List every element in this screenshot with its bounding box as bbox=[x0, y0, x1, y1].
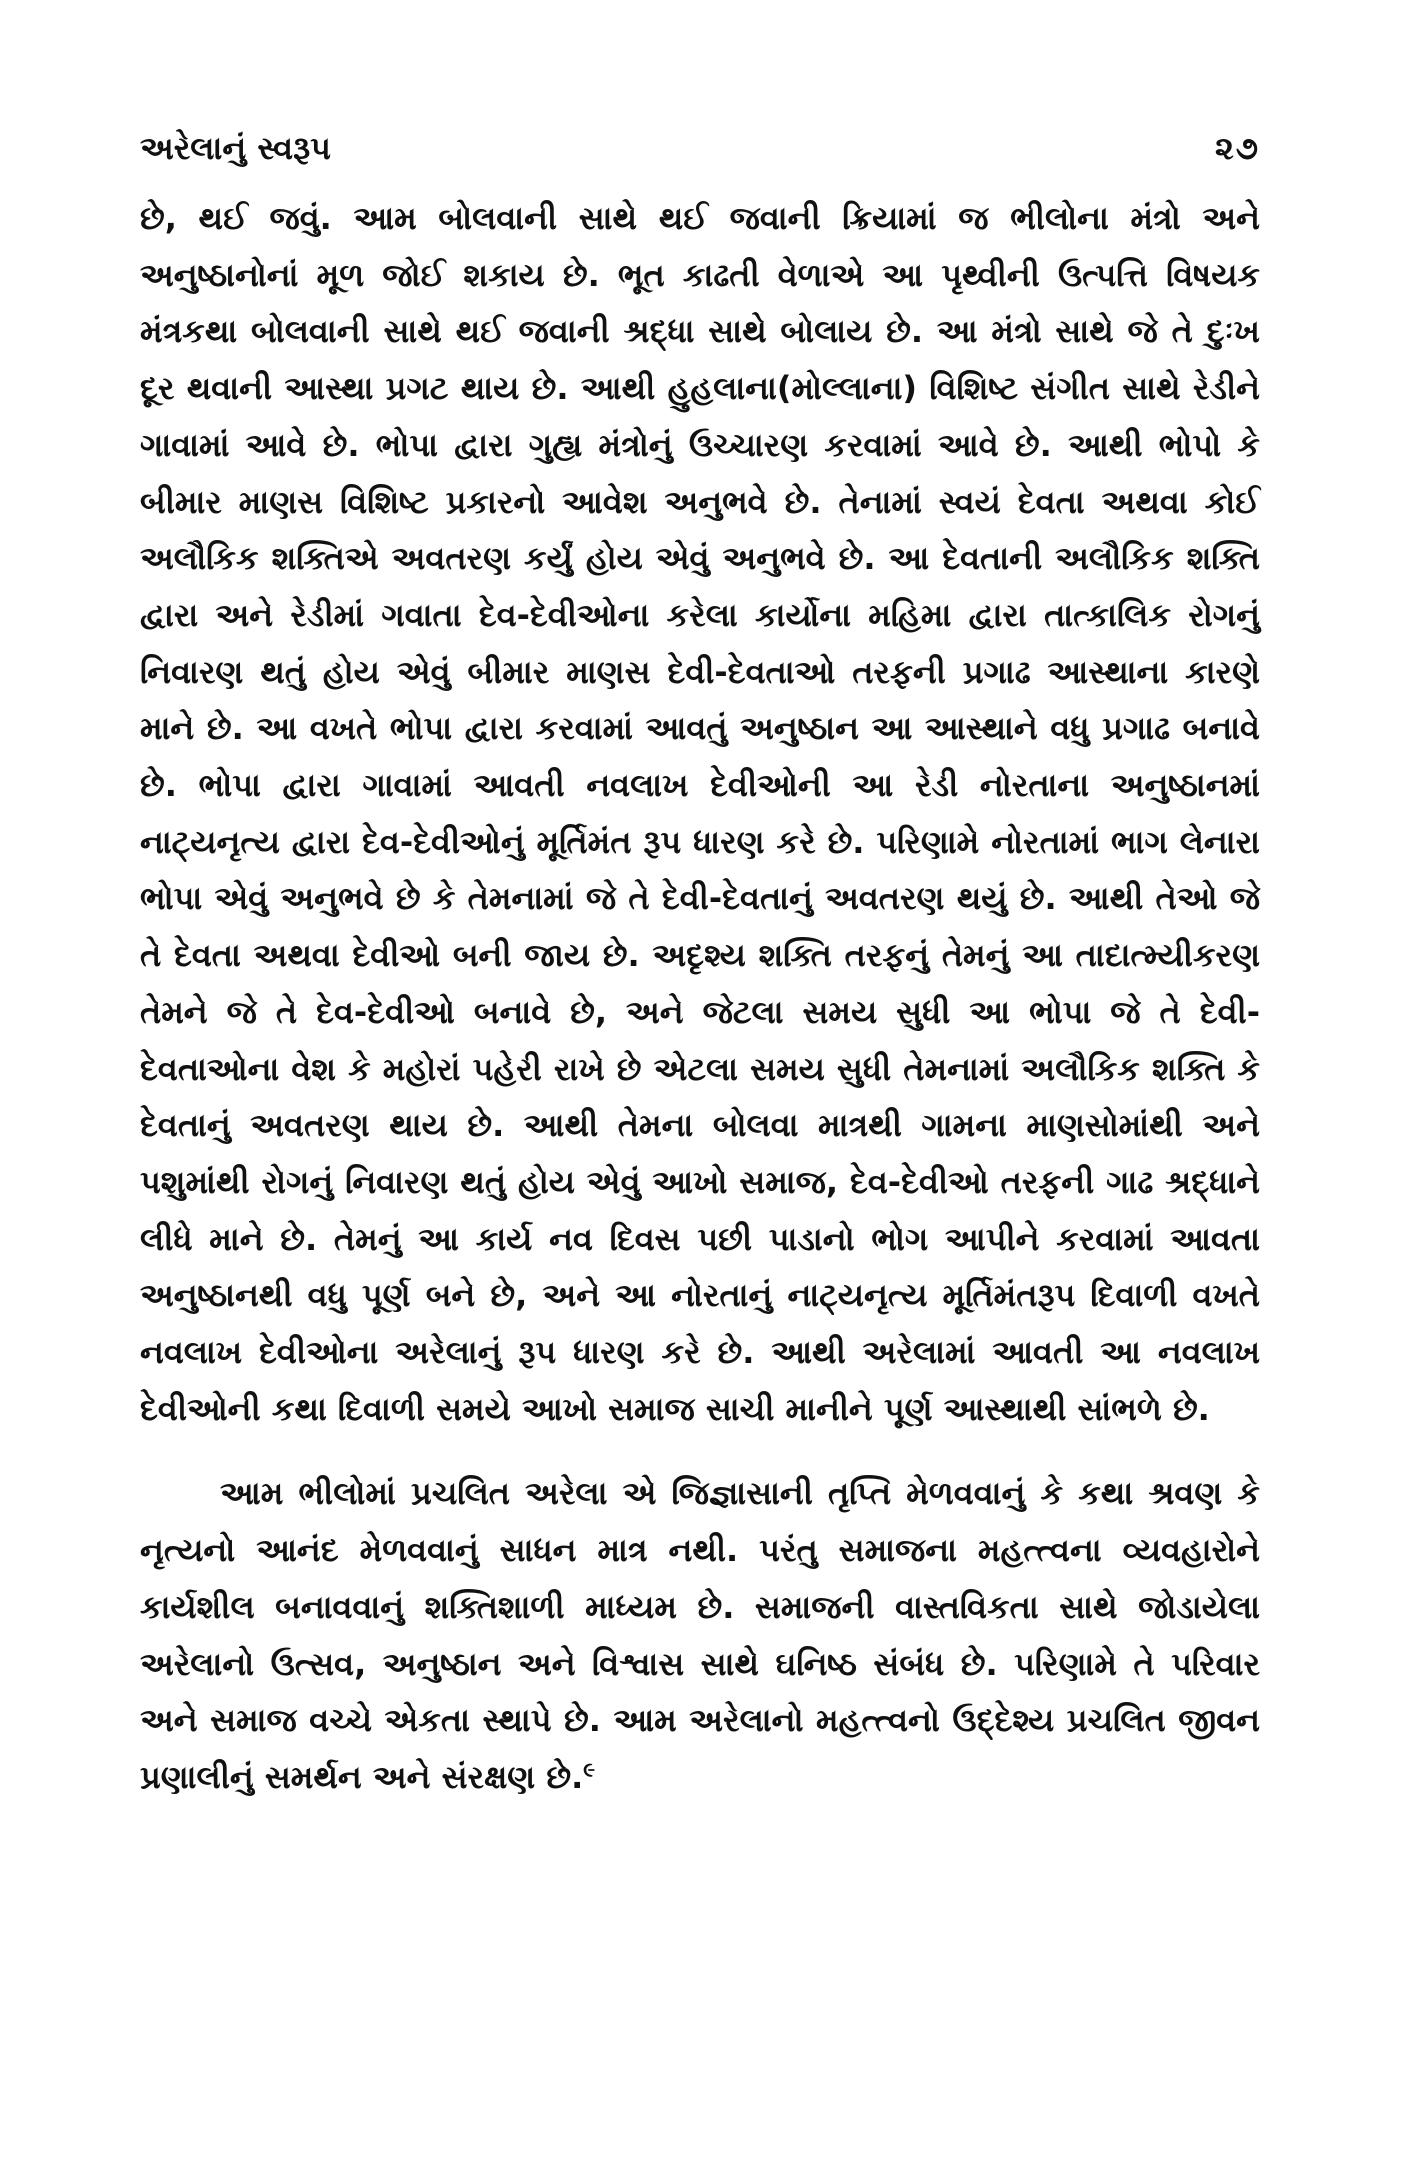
book-page bbox=[140, 120, 1260, 1806]
body-text bbox=[140, 190, 1260, 1806]
footnote-marker: ૯ bbox=[583, 1757, 596, 1782]
paragraph-1 bbox=[140, 190, 1260, 1437]
running-header bbox=[140, 120, 1260, 176]
paragraph-1-text: છે, થઈ જવું. આમ બોલવાની સાથે થઈ જવાની ક્રિયામાં જ ભીલોના મંત્રો અને અનુષ્ઠાનોનાં મૂળ જોઈ શકાય છે. ભૂત કાઢતી વેળાએ આ પૃથ્વીની ઉત્પત્તિ વિષયક મંત્રકથા બોલવાની સાથે થઈ જવાની શ્રદ્ધા સાથે બોલાય છે. આ મંત્રો સાથે જે તે દુઃખ દૂર થવાની આસ્થા પ્રગટ થાય છે. આથી હુહલાના(મોલ્લાના) વિશિષ્ટ સંગીત સાથે રેડીને ગાવામાં આવે છે. ભોપા દ્વારા ગુહ્ય મંત્રોનું ઉચ્ચારણ કરવામાં આવે છે. આથી ભોપો કે બીમાર માણસ વિશિષ્ટ પ્રકારનો આવેશ અનુભવે છે. તેનામાં સ્વયં દેવતા અથવા કોઈ અલૌકિક શક્તિએ અવતરણ કર્યું હોય એવું અનુભવે છે. આ દેવતાની અલૌકિક શક્તિ દ્વારા અને રેડીમાં ગવાતા દેવ-દેવીઓના કરેલા કાર્યોના મહિમા દ્વારા તાત્કાલિક રોગનું નિવારણ થતું હોય એવું બીમાર માણસ દેવી-દેવતાઓ તરફની પ્રગાઢ આસ્થાના કારણે માને છે. આ વખતે ભોપા દ્વારા કરવામાં આવતું અનુષ્ઠાન આ આસ્થાને વધુ પ્રગાઢ બનાવે છે. ભોપા દ્વારા ગાવામાં આવતી નવલાખ દેવીઓની આ રેડી નોરતાના અનુષ્ઠાનમાં નાટ્યનૃત્ય દ્વારા દેવ-દેવીઓનું મૂર્તિમંત રૂપ ધારણ કરે છે. પરિણામે નોરતામાં ભાગ લેનારા ભોપા એવું અનુભવે છે કે તેમનામાં જે તે દેવી-દેવતાનું અવતરણ થયું છે. આથી તેઓ જે તે દેવતા અથવા દેવીઓ બની જાય છે. અદૃશ્ય શક્તિ તરફનું તેમનું આ તાદાત્મ્યીકરણ તેમને જે તે દેવ-દેવીઓ બનાવે છે, અને જેટલા સમય સુધી આ ભોપા જે તે દેવી-દેવતાઓના વેશ કે મહોરાં પહેરી રાખે છે એટલા સમય સુધી તેમનામાં અલૌકિક શક્તિ કે દેવતાનું અવતરણ થાય છે. આથી તેમના બોલવા માત્રથી ગામના માણસોમાંથી અને પશુમાંથી રોગનું નિવારણ થતું હોય એવું આખો સમાજ, દેવ-દેવીઓ તરફની ગાઢ શ્રદ્ધાને લીધે માને છે. તેમનું આ કાર્ય નવ દિવસ પછી પાડાનો ભોગ આપીને કરવામાં આવતા અનુષ્ઠાનથી વધુ પૂર્ણ બને છે, અને આ નોરતાનું નાટ્યનૃત્ય મૂર્તિમંતરૂપ દિવાળી વખતે નવલાખ દેવીઓના અરેલાનું રૂપ ધારણ કરે છે. આથી અરેલામાં આવતી આ નવલાખ દેવીઓની કથા દિવાળી સમયે આખો સમાજ સાચી માનીને પૂર્ણ આસ્થાથી સાંભળે છે. bbox=[140, 199, 1260, 1428]
page-number: ૨૭ bbox=[1214, 129, 1260, 167]
running-title: અરેલાનું સ્વરૂપ bbox=[140, 129, 331, 167]
paragraph-2 bbox=[140, 1465, 1260, 1805]
paragraph-2-text: આમ ભીલોમાં પ્રચલિત અરેલા એ જિજ્ઞાસાની તૃપ્તિ મેળવવાનું કે કથા શ્રવણ કે નૃત્યનો આનંદ મેળવવાનું સાધન માત્ર નથી. પરંતુ સમાજના મહત્ત્વના વ્યવહારોને કાર્યશીલ બનાવવાનું શક્તિશાળી માધ્યમ છે. સમાજની વાસ્તવિકતા સાથે જોડાયેલા અરેલાનો ઉત્સવ, અનુષ્ઠાન અને વિશ્વાસ સાથે ઘનિષ્ઠ સંબંધ છે. પરિણામે તે પરિવાર અને સમાજ વચ્ચે એકતા સ્થાપે છે. આમ અરેલાનો મહત્ત્વનો ઉદ્દેશ્ય પ્રચલિત જીવન પ્રણાલીનું સમર્થન અને સંરક્ષણ છે. bbox=[140, 1474, 1260, 1796]
